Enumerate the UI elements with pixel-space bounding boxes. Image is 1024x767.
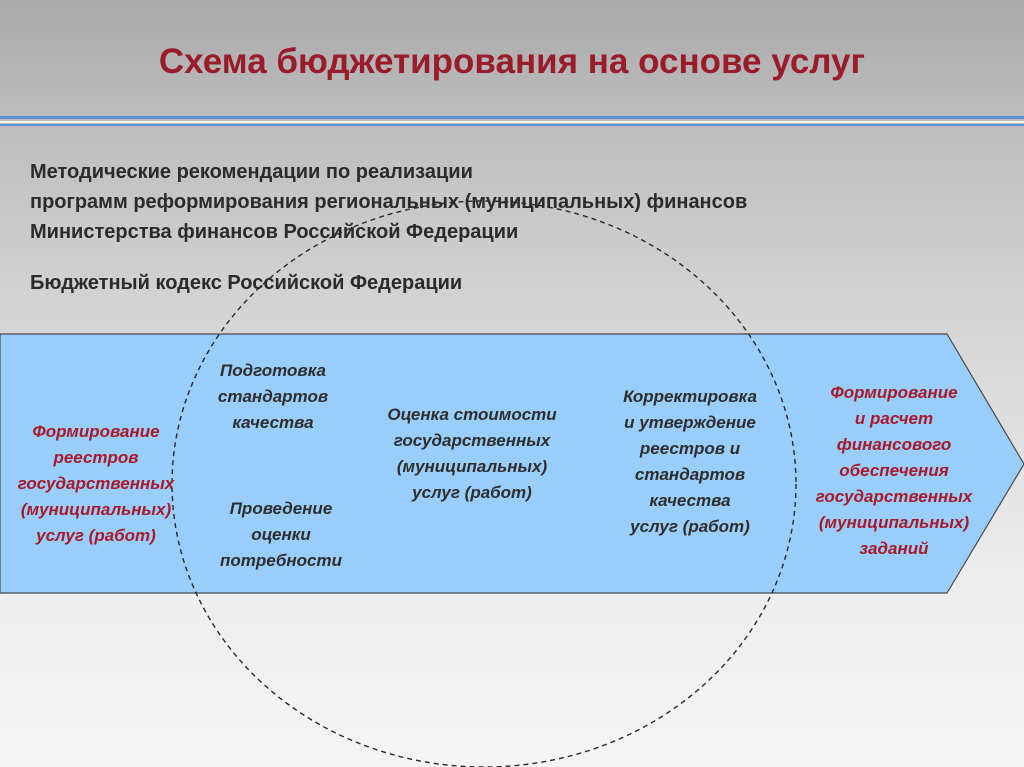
budget-code: Бюджетный кодекс Российской Федерации: [30, 272, 463, 294]
step-form-registries: Формирование реестров государственных (муниципальных) услуг (работ): [17, 422, 175, 545]
slide-title: Схема бюджетирования на основе услуг: [158, 42, 866, 81]
step-financial-provision: Формирование и расчет финансового обеспечения государственных (муниципальных) заданий: [815, 383, 973, 558]
methodical-line-3: Министерства финансов Российской Федерации: [30, 221, 519, 243]
step-needs-assessment: Проведение оценки потребности: [219, 499, 343, 570]
step-quality-standards: Подготовка стандартов качества: [217, 361, 329, 432]
methodical-line-2: программ реформирования региональных (муниципальных) финансов: [30, 191, 748, 213]
step-cost-estimate: Оценка стоимости государственных (муниципальных) услуг (работ): [387, 405, 557, 502]
methodical-line-1: Методические рекомендации по реализации: [30, 161, 473, 183]
step-correction-approval: Корректировка и утверждение реестров и стандартов качества услуг (работ): [623, 387, 757, 536]
